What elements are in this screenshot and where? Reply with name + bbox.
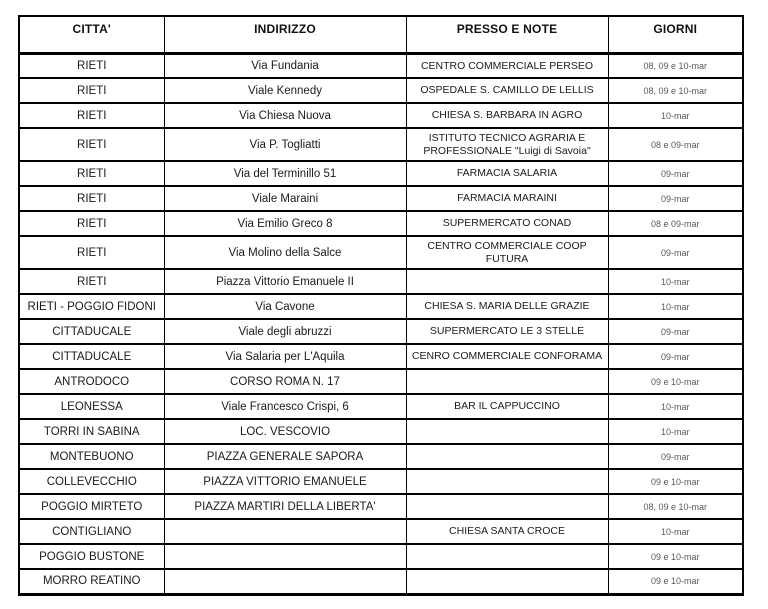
column-header-citta: CITTA' [19,16,164,53]
address-cell: Via Fundania [164,53,406,78]
venue-note-cell: CENRO COMMERCIALE CONFORAMA [406,344,608,369]
table-row [19,236,743,269]
days-cell: 08, 09 e 10-mar [608,78,743,103]
days-cell: 09-mar [608,161,743,186]
days-cell: 10-mar [608,103,743,128]
city-cell: POGGIO MIRTETO [19,494,164,519]
address-cell [164,569,406,594]
address-cell: PIAZZA MARTIRI DELLA LIBERTA' [164,494,406,519]
city-cell: CONTIGLIANO [19,519,164,544]
city-cell: CITTADUCALE [19,319,164,344]
address-cell: Viale degli abruzzi [164,319,406,344]
table-row [19,211,743,236]
venue-note-cell [406,569,608,594]
table-row [19,544,743,569]
document-sheet [18,15,744,596]
column-header-presso-e-note: PRESSO E NOTE [406,16,608,53]
city-cell: CITTADUCALE [19,344,164,369]
address-cell: Viale Maraini [164,186,406,211]
venue-note-cell: BAR IL CAPPUCCINO [406,394,608,419]
table-row [19,161,743,186]
days-cell: 09-mar [608,319,743,344]
table-row [19,569,743,594]
table-row [19,103,743,128]
city-cell: RIETI [19,128,164,161]
venue-note-cell: CENTRO COMMERCIALE PERSEO [406,53,608,78]
days-cell: 10-mar [608,419,743,444]
venue-note-cell: FARMACIA SALARIA [406,161,608,186]
days-cell: 09 e 10-mar [608,544,743,569]
table-row [19,419,743,444]
address-cell: Viale Francesco Crispi, 6 [164,394,406,419]
city-cell: RIETI [19,161,164,186]
days-cell: 08, 09 e 10-mar [608,53,743,78]
days-cell: 09-mar [608,186,743,211]
table-row [19,494,743,519]
venue-note-cell: FARMACIA MARAINI [406,186,608,211]
address-cell: Piazza Vittorio Emanuele II [164,269,406,294]
table-row [19,369,743,394]
address-cell: Via P. Togliatti [164,128,406,161]
address-cell: Via Molino della Salce [164,236,406,269]
days-cell: 09-mar [608,444,743,469]
address-cell: Via del Terminillo 51 [164,161,406,186]
city-cell: RIETI [19,103,164,128]
schedule-table [18,15,744,596]
table-body [19,53,743,594]
venue-note-cell: SUPERMERCATO LE 3 STELLE [406,319,608,344]
city-cell: ANTRODOCO [19,369,164,394]
address-cell: PIAZZA VITTORIO EMANUELE [164,469,406,494]
city-cell: RIETI - POGGIO FIDONI [19,294,164,319]
address-cell: Via Chiesa Nuova [164,103,406,128]
table-row [19,78,743,103]
city-cell: MORRO REATINO [19,569,164,594]
days-cell: 08, 09 e 10-mar [608,494,743,519]
city-cell: MONTEBUONO [19,444,164,469]
days-cell: 10-mar [608,394,743,419]
days-cell: 09 e 10-mar [608,369,743,394]
table-row [19,128,743,161]
column-header-indirizzo: INDIRIZZO [164,16,406,53]
table-header [19,16,743,53]
table-row [19,444,743,469]
venue-note-cell: SUPERMERCATO CONAD [406,211,608,236]
days-cell: 10-mar [608,269,743,294]
days-cell: 09 e 10-mar [608,469,743,494]
days-cell: 08 e 09-mar [608,211,743,236]
table-row [19,519,743,544]
venue-note-cell [406,444,608,469]
city-cell: LEONESSA [19,394,164,419]
address-cell: PIAZZA GENERALE SAPORA [164,444,406,469]
venue-note-cell: CHIESA SANTA CROCE [406,519,608,544]
venue-note-cell [406,544,608,569]
table-row [19,319,743,344]
days-cell: 10-mar [608,294,743,319]
city-cell: POGGIO BUSTONE [19,544,164,569]
venue-note-cell: OSPEDALE S. CAMILLO DE LELLIS [406,78,608,103]
address-cell [164,519,406,544]
address-cell: Viale Kennedy [164,78,406,103]
city-cell: TORRI IN SABINA [19,419,164,444]
venue-note-cell [406,269,608,294]
city-cell: RIETI [19,211,164,236]
address-cell [164,544,406,569]
city-cell: RIETI [19,78,164,103]
days-cell: 09-mar [608,236,743,269]
venue-note-cell [406,469,608,494]
days-cell: 10-mar [608,519,743,544]
table-row [19,53,743,78]
address-cell: Via Emilio Greco 8 [164,211,406,236]
venue-note-cell [406,494,608,519]
city-cell: RIETI [19,186,164,211]
address-cell: Via Cavone [164,294,406,319]
venue-note-cell: CHIESA S. BARBARA IN AGRO [406,103,608,128]
venue-note-cell [406,369,608,394]
venue-note-cell [406,419,608,444]
table-row [19,344,743,369]
venue-note-cell: CENTRO COMMERCIALE COOP FUTURA [406,236,608,269]
table-row [19,269,743,294]
city-cell: RIETI [19,53,164,78]
days-cell: 09-mar [608,344,743,369]
table-row [19,394,743,419]
table-row [19,294,743,319]
address-cell: Via Salaria per L'Aquila [164,344,406,369]
days-cell: 09 e 10-mar [608,569,743,594]
city-cell: RIETI [19,269,164,294]
header-row [19,16,743,53]
table-row [19,186,743,211]
venue-note-cell: ISTITUTO TECNICO AGRARIA E PROFESSIONALE "Luigi di Savoia" [406,128,608,161]
days-cell: 08 e 09-mar [608,128,743,161]
address-cell: CORSO ROMA N. 17 [164,369,406,394]
city-cell: RIETI [19,236,164,269]
table-row [19,469,743,494]
column-header-giorni: GIORNI [608,16,743,53]
city-cell: COLLEVECCHIO [19,469,164,494]
address-cell: LOC. VESCOVIO [164,419,406,444]
venue-note-cell: CHIESA S. MARIA DELLE GRAZIE [406,294,608,319]
